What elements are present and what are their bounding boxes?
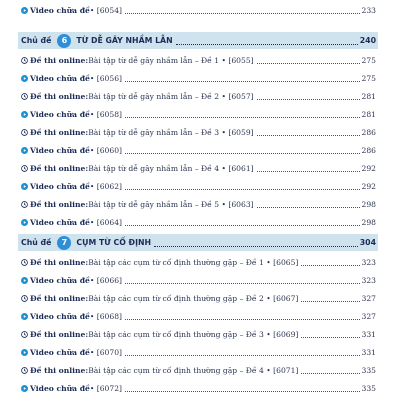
entry-text: Bài tập từ dễ gây nhầm lẫn – Đề 4 • [6061]	[88, 164, 254, 173]
entry-text: Bài tập các cụm từ cố định thường gặp – Đề 4 • [6071]	[88, 366, 299, 375]
clock-icon	[21, 201, 28, 208]
dot-leader	[125, 12, 359, 14]
chapter-title: CỤM TỪ CỐ ĐỊNH	[76, 238, 152, 247]
chapter-title: TỪ DỄ GÂY NHẦM LẪN	[76, 36, 173, 45]
entry-label: Đề thi online:	[30, 164, 89, 173]
entry-label: Video chữa đề	[30, 384, 90, 393]
page-number: 275	[361, 74, 376, 83]
chapter-heading[interactable]	[18, 234, 378, 251]
page-number: 286	[361, 128, 376, 137]
entry-label: Đề thi online:	[30, 294, 89, 303]
entry-text: • [6072]	[89, 384, 123, 393]
page-number: 281	[361, 92, 376, 101]
play-icon	[21, 219, 28, 226]
entry-label: Video chữa đề	[30, 146, 90, 155]
dot-leader	[257, 206, 360, 208]
exam-entry[interactable]	[21, 290, 376, 304]
entry-label: Video chữa đề	[30, 74, 90, 83]
video-entry[interactable]	[21, 142, 376, 156]
entry-label: Đề thi online:	[30, 92, 89, 101]
page-number: 275	[361, 56, 376, 65]
entry-text: Bài tập các cụm từ cố định thường gặp – Đề 3 • [6069]	[88, 330, 299, 339]
play-icon	[21, 7, 28, 14]
entry-text: Bài tập từ dễ gây nhầm lẫn – Đề 2 • [6057]	[88, 92, 254, 101]
play-icon	[21, 147, 28, 154]
dot-leader	[125, 80, 359, 82]
video-entry[interactable]	[21, 70, 376, 84]
play-icon	[21, 75, 28, 82]
page-number: 323	[361, 276, 376, 285]
clock-icon	[21, 57, 28, 64]
dot-leader	[125, 390, 359, 392]
page-number: 323	[361, 258, 376, 267]
page-number: 298	[361, 200, 376, 209]
play-icon	[21, 183, 28, 190]
entry-text: Bài tập các cụm từ cố định thường gặp – Đề 2 • [6067]	[88, 294, 299, 303]
clock-icon	[21, 259, 28, 266]
dot-leader	[301, 300, 359, 302]
page-number: 292	[361, 182, 376, 191]
clock-icon	[21, 331, 28, 338]
clock-icon	[21, 295, 28, 302]
page-number: 331	[361, 348, 376, 357]
entry-label: Đề thi online:	[30, 330, 89, 339]
entry-text: • [6064]	[89, 218, 123, 227]
entry-label: Video chữa đề	[30, 6, 90, 15]
entry-text: • [6062]	[89, 182, 123, 191]
exam-entry[interactable]	[21, 124, 376, 138]
entry-text: Bài tập từ dễ gây nhầm lẫn – Đề 1 • [6055]	[88, 56, 254, 65]
play-icon	[21, 313, 28, 320]
exam-entry[interactable]	[21, 254, 376, 268]
entry-label: Đề thi online:	[30, 56, 89, 65]
page-number: 335	[361, 366, 376, 375]
page-number: 233	[361, 6, 376, 15]
entry-text: • [6070]	[89, 348, 123, 357]
page-number: 281	[361, 110, 376, 119]
entry-text: • [6056]	[89, 74, 123, 83]
play-icon	[21, 277, 28, 284]
chapter-number-badge: 6	[57, 34, 71, 48]
entry-text: Bài tập từ dễ gây nhầm lẫn – Đề 3 • [6059]	[88, 128, 254, 137]
exam-entry[interactable]	[21, 88, 376, 102]
play-icon	[21, 349, 28, 356]
dot-leader	[125, 224, 359, 226]
video-entry[interactable]	[21, 106, 376, 120]
entry-text: • [6068]	[89, 312, 123, 321]
page-number: 304	[359, 238, 376, 247]
dot-leader	[257, 170, 360, 172]
exam-entry[interactable]	[21, 362, 376, 376]
video-entry[interactable]	[21, 380, 376, 394]
page-number: 292	[361, 164, 376, 173]
chapter-heading[interactable]	[18, 32, 378, 49]
chapter-prefix: Chủ đề	[21, 238, 52, 247]
video-entry[interactable]	[21, 308, 376, 322]
entry-label: Video chữa đề	[30, 218, 90, 227]
entry-text: Bài tập từ dễ gây nhầm lẫn – Đề 5 • [6063]	[88, 200, 254, 209]
chapter-prefix: Chủ đề	[21, 36, 52, 45]
dot-leader	[125, 116, 359, 118]
entry-text: • [6066]	[89, 276, 123, 285]
entry-label: Đề thi online:	[30, 200, 89, 209]
dot-leader	[125, 318, 359, 320]
dot-leader	[125, 152, 359, 154]
entry-label: Video chữa đề	[30, 312, 90, 321]
entry-label: Video chữa đề	[30, 182, 90, 191]
clock-icon	[21, 93, 28, 100]
page-number: 327	[361, 294, 376, 303]
dot-leader	[301, 372, 359, 374]
dot-leader	[125, 188, 359, 190]
page-number: 298	[361, 218, 376, 227]
dot-leader	[125, 354, 359, 356]
entry-label: Đề thi online:	[30, 128, 89, 137]
entry-text: Bài tập các cụm từ cố định thường gặp – Đề 1 • [6065]	[88, 258, 299, 267]
page-number: 335	[361, 384, 376, 393]
entry-label: Đề thi online:	[30, 366, 89, 375]
play-icon	[21, 111, 28, 118]
page-number: 331	[361, 330, 376, 339]
exam-entry[interactable]	[21, 326, 376, 340]
exam-entry[interactable]	[21, 160, 376, 174]
video-entry[interactable]	[21, 214, 376, 228]
entry-text: • [6054]	[89, 6, 123, 15]
dot-leader	[257, 62, 360, 64]
video-entry[interactable]	[21, 178, 376, 192]
exam-entry[interactable]	[21, 196, 376, 210]
page-number: 240	[359, 36, 376, 45]
entry-label: Video chữa đề	[30, 348, 90, 357]
dot-leader	[125, 282, 359, 284]
page-number: 286	[361, 146, 376, 155]
clock-icon	[21, 367, 28, 374]
dot-leader	[176, 43, 358, 45]
video-entry[interactable]	[21, 344, 376, 358]
dot-leader	[301, 264, 359, 266]
exam-entry[interactable]	[21, 52, 376, 66]
video-entry[interactable]	[21, 2, 376, 16]
play-icon	[21, 385, 28, 392]
entry-label: Đề thi online:	[30, 258, 89, 267]
chapter-number-badge: 7	[57, 236, 71, 250]
dot-leader	[154, 245, 358, 247]
dot-leader	[301, 336, 359, 338]
video-entry[interactable]	[21, 272, 376, 286]
entry-text: • [6058]	[89, 110, 123, 119]
entry-label: Video chữa đề	[30, 110, 90, 119]
clock-icon	[21, 129, 28, 136]
entry-text: • [6060]	[89, 146, 123, 155]
page-number: 327	[361, 312, 376, 321]
dot-leader	[257, 134, 360, 136]
clock-icon	[21, 165, 28, 172]
entry-label: Video chữa đề	[30, 276, 90, 285]
dot-leader	[257, 98, 360, 100]
